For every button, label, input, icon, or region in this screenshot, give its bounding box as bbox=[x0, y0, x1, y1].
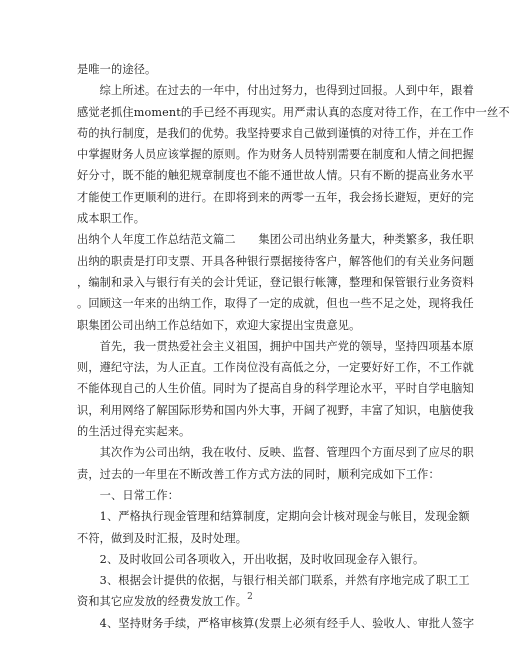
list-heading-line: 一、日常工作： bbox=[77, 488, 180, 502]
list-item-line: 1、严格执行现金管理和结算制度，定期向会计核对现金与帐目，发现金额 bbox=[77, 510, 470, 524]
text-line: 责，过去的一年里在不断改善工作方式方法的同时，顺利完成如下工作： bbox=[77, 467, 440, 481]
text-line: ，编制和录入与银行有关的会计凭证，登记银行帐簿，整理和保管银行业务资料 bbox=[77, 275, 474, 289]
text-line: 才能使工作更顺利的进行。在即将到来的两零一五年，我会扬长避短，更好的完 bbox=[77, 190, 474, 204]
text-line: 是唯一的途径。 bbox=[77, 63, 157, 76]
list-item-line: 2、及时收回公司各项收入，开出收据，及时收回现金存入银行。 bbox=[77, 552, 425, 566]
text-line: 首先，我一贯热爱社会主义祖国，拥护中国共产党的领导，坚持四项基本原 bbox=[77, 339, 474, 353]
text-line: 职集团公司出纳工作总结如下，欢迎大家提出宝贵意见。 bbox=[77, 318, 361, 332]
list-item-line: 不符，做到及时汇报，及时处理。 bbox=[77, 531, 248, 545]
list-item-line: 资和其它应发放的经费发放工作。 bbox=[77, 595, 248, 609]
text-line: 不能体现自己的人生价值。同时为了提高自身的科学理论水平，平时自学电脑知 bbox=[77, 382, 474, 396]
page-number: 2 bbox=[247, 592, 253, 602]
text-line: 中掌握财务人员应该掌握的原则。作为财务人员特别需要在制度和人情之间把握 bbox=[77, 148, 474, 162]
text-line: 其次作为公司出纳，我在收付、反映、监督、管理四个方面尽到了应尽的职 bbox=[77, 446, 474, 460]
text-line: 成本职工作。 bbox=[77, 212, 146, 226]
text-line: 识，利用网络了解国际形势和国内外大事，开阔了视野，丰富了知识，电脑使我 bbox=[77, 403, 474, 417]
text-line: 的生活过得充实起来。 bbox=[77, 425, 191, 439]
text-line: 综上所述。在过去的一年中，付出过努力，也得到过回报。人到中年，跟着 bbox=[77, 84, 474, 98]
list-item-line: 4、坚持财务手续，严格审核算(发票上必须有经手人、验收人、审批人签字 bbox=[77, 616, 475, 630]
list-item-line: 3、根据会计提供的依据，与银行相关部门联系，并然有序地完成了职工工 bbox=[77, 574, 470, 588]
text-line: 。回顾这一年来的出纳工作，取得了一定的成就，但也一些不足之处，现将我任 bbox=[77, 297, 474, 311]
text-line: 感觉老抓住moment的手已经不再现实。用严肃认真的态度对待工作，在工作中一丝不 bbox=[77, 105, 510, 119]
section-heading-line: 出纳个人年度工作总结范文篇二 集团公司出纳业务量大，种类繁多，我任职 bbox=[77, 233, 474, 247]
text-line: 出纳的职责是打印支票、开具各种银行票据接待客户，解答他们的有关业务问题 bbox=[77, 254, 474, 268]
text-line: 则，遵纪守法，为人正直。工作岗位没有高低之分，一定要好好工作，不工作就 bbox=[77, 361, 474, 375]
document-body bbox=[77, 59, 510, 634]
text-line: 苟的执行制度，是我们的优势。我坚持要求自己做到谨慎的对待工作，并在工作 bbox=[77, 126, 474, 140]
text-line: 好分寸，既不能的触犯规章制度也不能不通世故人情。只有不断的提高业务水平 bbox=[77, 169, 474, 183]
